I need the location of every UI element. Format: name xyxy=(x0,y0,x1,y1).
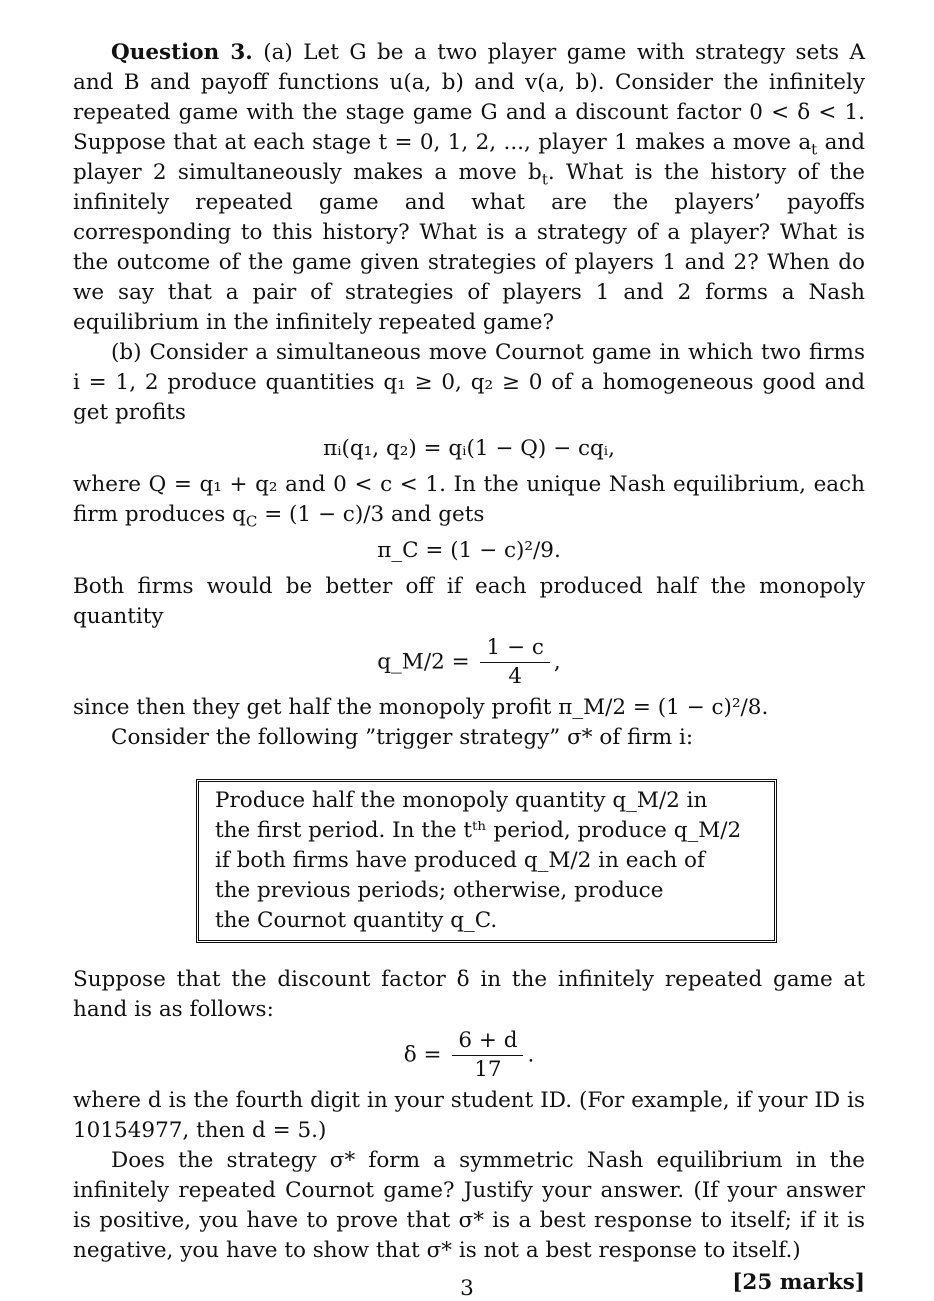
marks-label: [25 marks] xyxy=(732,1270,865,1295)
part-b-intro-text: Consider a simultaneous move Cournot game in which two firms i = 1, 2 produce quantities q₁ ≥ 0, q₂ ≥ 0 of a homogeneous good and get profits xyxy=(73,340,865,425)
profit-equation: πᵢ(q₁, q₂) = qᵢ(1 − Q) − cqᵢ, xyxy=(323,436,615,461)
part-a-paragraph xyxy=(73,38,865,338)
box-line: the first period. In the tᵗʰ period, produce q_M/2 xyxy=(215,818,742,843)
monopoly-denominator: 4 xyxy=(508,664,522,689)
delta-numerator: 6 + d xyxy=(452,1027,523,1056)
question-page xyxy=(73,38,865,1298)
delta-denominator: 17 xyxy=(474,1057,502,1082)
delta-fraction xyxy=(452,1027,523,1084)
since-text: since then they get half the monopoly profit π_M/2 = (1 − c)²/8. xyxy=(73,695,769,720)
part-a-sub-2: t xyxy=(541,170,548,189)
part-a-label: (a) xyxy=(263,40,293,65)
cournot-profit-equation: π_C = (1 − c)²/9. xyxy=(377,538,561,563)
box-line: the Cournot quantity q_C. xyxy=(215,908,498,933)
trigger-strategy-box xyxy=(196,779,777,943)
delta-lhs: δ = xyxy=(403,1042,442,1068)
monopoly-lhs: q_M/2 = xyxy=(377,649,470,675)
better-off-text: Both firms would be better off if each produced half the monopoly quantity xyxy=(73,574,865,629)
monopoly-quantity-equation: q_M/2 = $\frac{1 - c}{4}$ , xyxy=(377,635,561,689)
student-id-text: where d is the fourth digit in your student ID. (For example, if your ID is 10154977, then d = 5.) xyxy=(73,1088,865,1143)
part-b-intro xyxy=(73,338,865,428)
part-a-text-3: . What is the history of the infinitely repeated game and what are the players’ payoffs corresponding to this history? What is a strategy of a player? What is the outcome of the game given strategies of players 1 and 2? When do we say that a pair of strategies of players 1 and 2 forms a Nash equilibrium in the infinitely repeated game? xyxy=(73,160,865,335)
box-line: the previous periods; otherwise, produce xyxy=(215,878,664,903)
final-question-text: Does the strategy σ* form a symmetric Nash equilibrium in the infinitely repeated Cournot game? Justify your answer. (If your answer is positive, you have to prove that σ* is a best response to itself; if it is negative, you have to show that σ* is not a best response to itself.) xyxy=(73,1148,865,1263)
trigger-intro: Consider the following ”trigger strategy” σ* of firm i: xyxy=(111,725,694,750)
monopoly-fraction xyxy=(480,634,549,691)
box-line: Produce half the monopoly quantity q_M/2 in xyxy=(215,788,708,813)
page-number: 3 xyxy=(460,1276,474,1301)
monopoly-numerator: 1 − c xyxy=(480,634,549,663)
question-heading: Question 3. xyxy=(111,40,253,65)
discount-text: Suppose that the discount factor δ in the infinitely repeated game at hand is as follows: xyxy=(73,967,865,1022)
part-a-text-2: and player 2 simultaneously makes a move b xyxy=(73,130,865,185)
delta-equation: δ = $\frac{6 + d}{17}$ . xyxy=(403,1028,535,1082)
where-text: where Q = q₁ + q₂ and 0 < c < 1. In the unique Nash equilibrium, each firm produces q xyxy=(73,472,865,527)
part-a-text-1: Let G be a two player game with strategy sets A and B and payoff functions u(a, b) and v(a, b). Consider the infinitely repeated game with the stage game G and a discount factor 0 < δ < 1. Suppose that at each stage t = 0, 1, 2, ..., player 1 makes a move a xyxy=(73,40,865,155)
where-paragraph xyxy=(73,470,865,530)
where-end: = (1 − c)/3 and gets xyxy=(257,502,485,527)
part-a-sub-1: t xyxy=(811,140,818,159)
where-sub: C xyxy=(245,512,258,531)
part-b-label: (b) xyxy=(111,340,142,365)
box-line: if both firms have produced q_M/2 in each of xyxy=(215,848,705,873)
